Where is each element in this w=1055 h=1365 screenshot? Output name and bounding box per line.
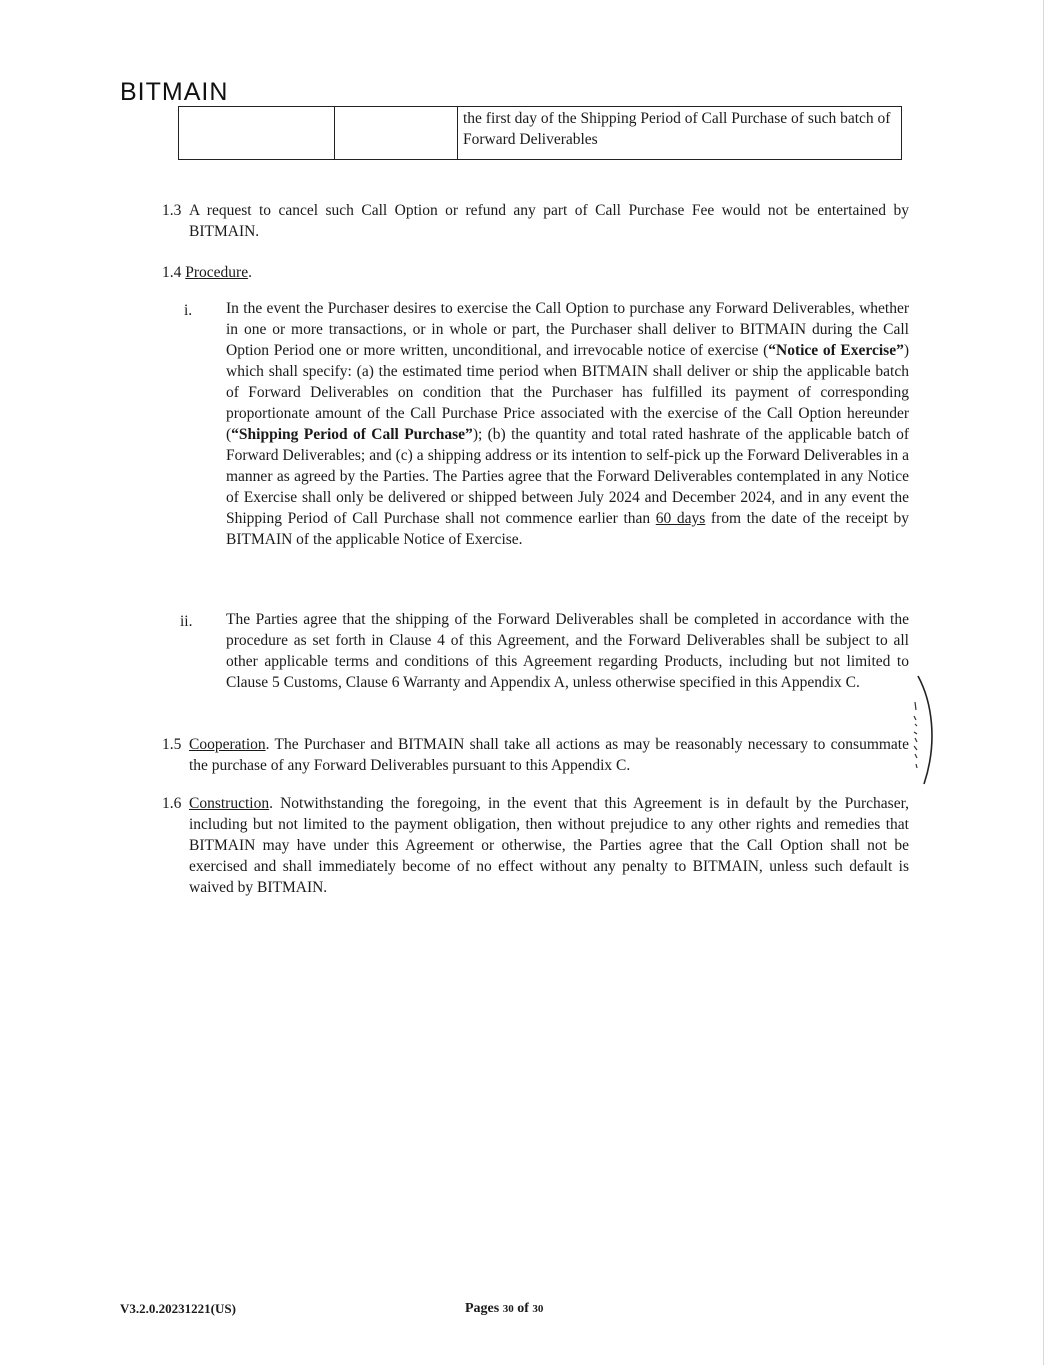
deliverables-table xyxy=(178,106,902,160)
section-1-6-number: 1.6 xyxy=(162,795,182,812)
table-cell-1 xyxy=(179,107,335,160)
handwritten-initials-mark xyxy=(908,672,938,790)
shipping-period-term: “Shipping Period of Call Purchase” xyxy=(231,426,473,443)
section-1-3-text: A request to cancel such Call Option or refund any part of Call Purchase Fee would not be entertained by BITMAIN. xyxy=(189,202,909,240)
of-label: of xyxy=(517,1301,529,1316)
footer-version: V3.2.0.20231221(US) xyxy=(120,1301,236,1316)
section-1-4-title: Procedure xyxy=(185,264,249,281)
item-i-part1: In the event the Purchaser desires to exercise the Call Option to purchase any Forward Deliverables, whether in one or more transactions, or in whole or part, the Purchaser shall deliver to BITMAIN during the Call Option Period one or more written, unconditional, and irrevocable notice of exercise ( xyxy=(226,300,909,359)
item-i-part3: ); (b) the quantity and total rated hashrate of the applicable batch of Forward Deliverables; and (c) a shipping address or its intention to self-pick up the Forward Deliverables in a manner as agreed by the Parties. The Parties agree that the Forward Deliverables contemplated in any Notice of Exercise shall only be delivered or shipped between July 2024 and December 2024, and in any event the Shipping Period of Call Purchase shall not commence earlier than xyxy=(226,426,909,527)
footer-page-number xyxy=(465,1301,543,1317)
section-1-3-number: 1.3 xyxy=(162,202,182,219)
total-pages: 30 xyxy=(532,1303,544,1315)
section-1-5-title: Cooperation xyxy=(189,736,266,753)
item-ii-text: The Parties agree that the shipping of the Forward Deliverables shall be completed in accordance with the procedure as set forth in Clause 4 of this Agreement, and the Forward Deliverables shall be subject to all other applicable terms and conditions of this Agreement regarding Products, including but not limited to Clause 5 Customs, Clause 6 Warranty and Appendix A, unless otherwise specified in this Appendix C. xyxy=(226,611,909,691)
table-cell-3: the first day of the Shipping Period of Call Purchase of such batch of Forward Deliverables xyxy=(458,107,902,160)
current-page: 30 xyxy=(502,1303,514,1315)
item-i-part2: ) which shall specify: (a) the estimated time period when BITMAIN shall deliver or ship the applicable batch of Forward Deliverables on condition that the Purchaser has fulfilled its payment of corresponding proportionate amount of the Call Purchase Price associated with the exercise of the Call Option hereunder ( xyxy=(226,342,910,443)
item-i-number: i. xyxy=(184,302,193,319)
section-1-4-period: . xyxy=(248,264,252,281)
sixty-days-term: 60 days xyxy=(655,510,706,527)
bitmain-logo: BITMAIN xyxy=(120,78,229,106)
section-1-4-number: 1.4 xyxy=(162,264,182,281)
page-edge xyxy=(1043,0,1044,1365)
section-1-4-heading xyxy=(162,262,252,283)
notice-of-exercise-term: “Notice of Exercise” xyxy=(768,342,904,359)
item-i-part4: from the date of the receipt by BITMAIN of the applicable Notice of Exercise. xyxy=(226,510,909,548)
pages-label: Pages xyxy=(465,1301,500,1316)
item-ii-number: ii. xyxy=(180,613,193,630)
item-i-text xyxy=(226,298,909,550)
section-1-6-body: . Notwithstanding the foregoing, in the event that this Agreement is in default by the Purchaser, including but not limited to the payment obligation, then without prejudice to any other rights and remedies that BITMAIN may have under this Agreement or otherwise, the Parties agree that the Call Option shall not be exercised and shall immediately become of no effect without any penalty to BITMAIN, unless such default is waived by BITMAIN. xyxy=(189,795,909,896)
section-1-6-text xyxy=(189,793,909,898)
section-1-5-number: 1.5 xyxy=(162,736,182,753)
table-cell-2 xyxy=(335,107,458,160)
table-row xyxy=(179,107,902,160)
section-1-5-body: . The Purchaser and BITMAIN shall take all actions as may be reasonably necessary to consummate the purchase of any Forward Deliverables pursuant to this Appendix C. xyxy=(189,736,909,774)
section-1-6-title: Construction xyxy=(189,795,270,812)
section-1-5-text xyxy=(189,734,909,776)
